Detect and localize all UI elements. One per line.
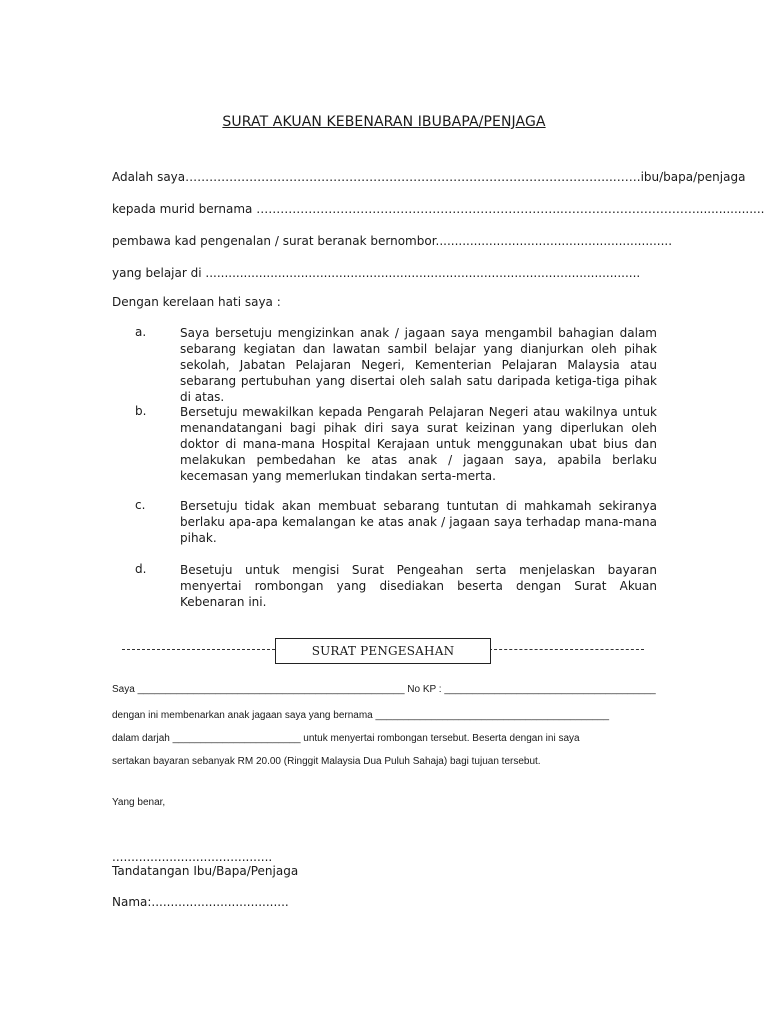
name-line: Nama:.................................... [112, 895, 289, 909]
closing-line: Yang benar, [112, 797, 166, 808]
item-letter: d. [135, 562, 147, 576]
document-title: SURAT AKUAN KEBENARAN IBUBAPA/PENJAGA [222, 114, 546, 130]
cert-line-student: dengan ini membenarkan anak jagaan saya yang bernama __________________________________________ [112, 710, 610, 721]
consent-item-b [112, 404, 657, 484]
cert-section-title: SURAT PENGESAHAN [275, 638, 491, 664]
parent-name-line: Adalah saya……………………………………………………………………………………………..…….ibu/bapa/penjaga [112, 170, 746, 184]
item-text: Besetuju untuk mengisi Surat Pengeahan serta menjelaskan bayaran menyertai rombongan yang disediakan beserta dengan Surat Akuan Kebenaran ini. [180, 563, 657, 609]
consent-item-c [112, 498, 657, 546]
item-text: Bersetuju tidak akan membuat sebarang tuntutan di mahkamah sekiranya berlaku apa-apa kemalangan ke atas anak / jagaan saya terhadap mana-mana pihak. [180, 499, 657, 545]
cert-line-class: dalam darjah _______________________ untuk menyertai rombongan tersebut. Beserta dengan ini saya [112, 733, 580, 744]
ic-number-line: pembawa kad pengenalan / surat beranak bernombor.............................................................. [112, 234, 673, 248]
item-letter: c. [135, 498, 146, 512]
signature-dots: .......................................... [112, 850, 273, 864]
consent-item-a [112, 325, 657, 405]
item-letter: b. [135, 404, 147, 418]
consent-item-d [112, 562, 657, 610]
item-letter: a. [135, 325, 147, 339]
student-name-line: kepada murid bernama …………………………………………………………………..…………………………….................. [112, 202, 765, 216]
divider-right [489, 649, 644, 650]
consent-intro: Dengan kerelaan hati saya : [112, 295, 281, 309]
school-line: yang belajar di .................................................................................................................. [112, 266, 641, 280]
cert-line-name: Saya ________________________________________________ No KP : ______________________________________ [112, 684, 656, 695]
cert-line-payment: sertakan bayaran sebanyak RM 20.00 (Ringgit Malaysia Dua Puluh Sahaja) bagi tujuan tersebut. [112, 756, 541, 767]
signature-label: Tandatangan Ibu/Bapa/Penjaga [112, 864, 299, 878]
item-text: Saya bersetuju mengizinkan anak / jagaan saya mengambil bahagian dalam sebarang kegiatan dan lawatan sambil belajar yang dianjurkan oleh pihak sekolah, Jabatan Pelajaran Negeri, Kementerian Pelajaran Malaysia atau sebarang pertubuhan yang disertai oleh salah satu daripada ketiga-tiga pihak di atas. [180, 326, 657, 404]
divider-left [122, 649, 275, 650]
item-text: Bersetuju mewakilkan kepada Pengarah Pelajaran Negeri atau wakilnya untuk menandatangani bagi pihak diri saya surat keizinan yang diperlukan oleh doktor di mana-mana Hospital Kerajaan untuk menggunakan ubat bius dan melakukan pembedahan ke atas anak / jagaan saya, apabila berlaku kecemasan yang memerlukan tindakan serta-merta. [180, 405, 657, 483]
